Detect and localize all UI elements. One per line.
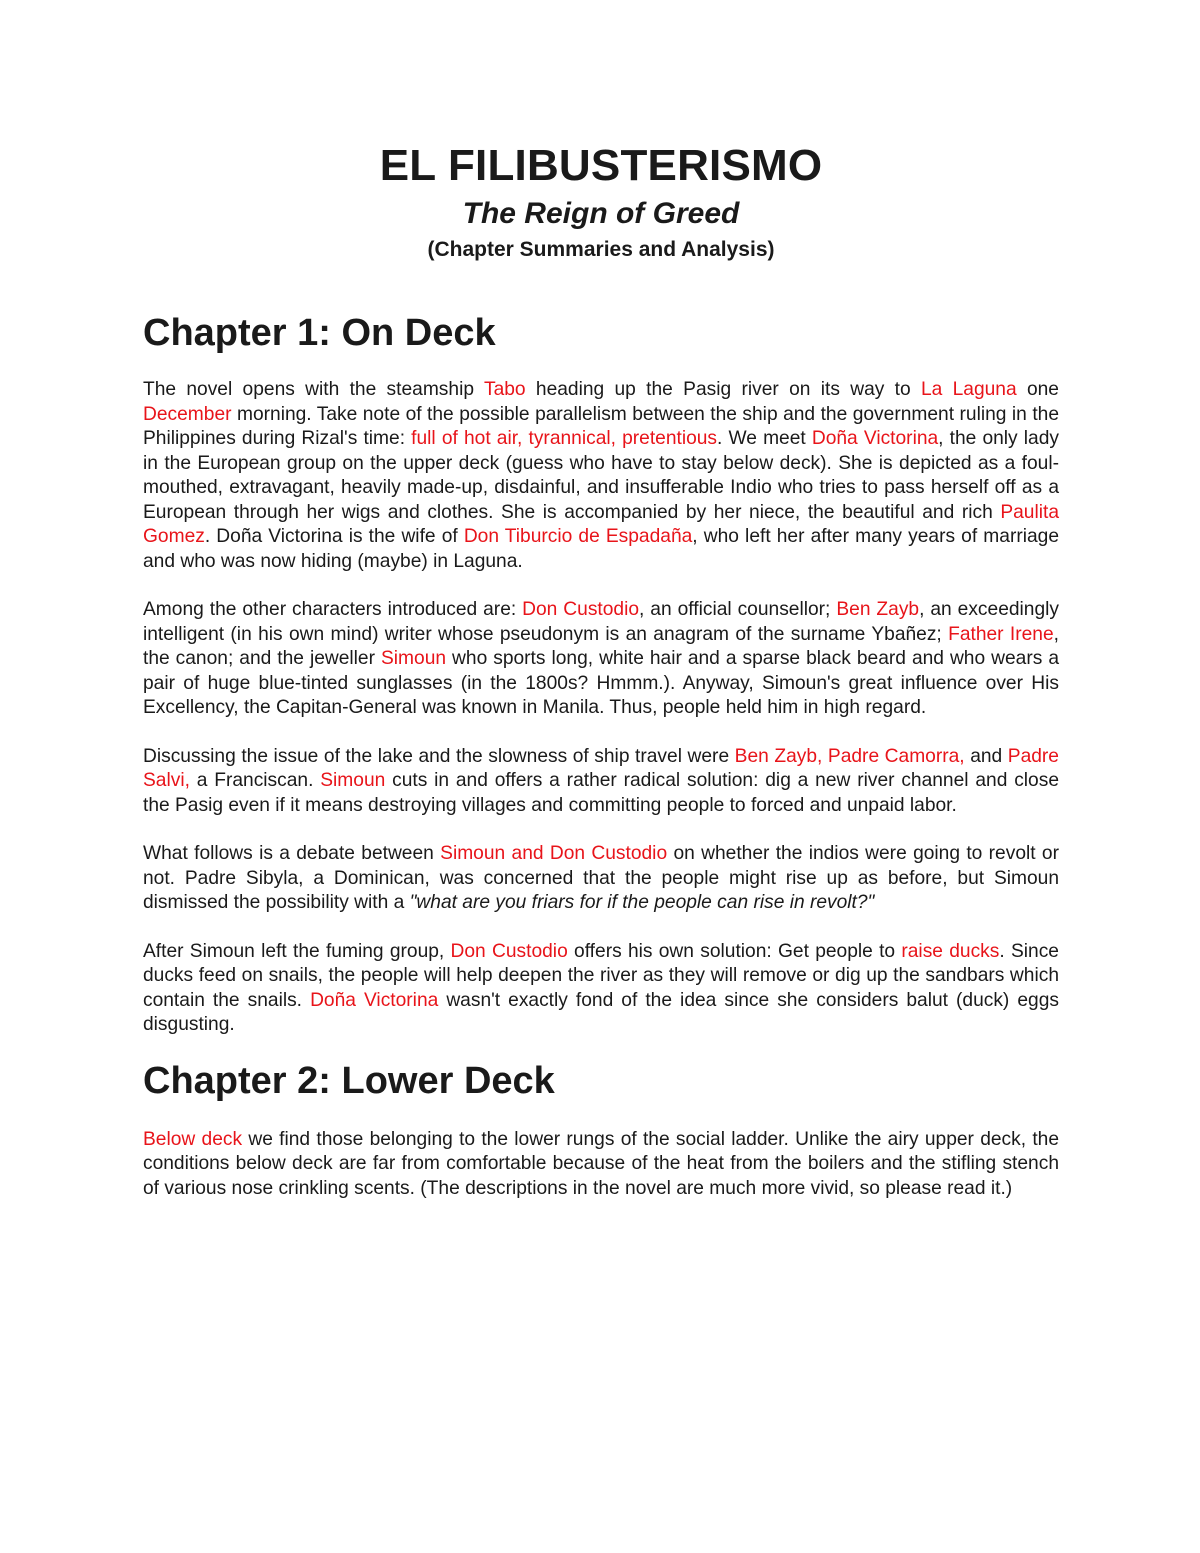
text-run: Among the other characters introduced are: — [143, 599, 523, 620]
highlighted-term: Doña Victorina — [811, 428, 939, 449]
text-run: . Doña Victorina is the wife of — [204, 526, 464, 547]
highlighted-term: Below deck — [143, 1128, 243, 1150]
highlighted-term: raise ducks — [901, 940, 1000, 962]
chapter-2-heading: Chapter 2: Lower Deck — [143, 1059, 555, 1102]
text-run: on whether the indios were going to revolt or not. Padre Sibyla, a Dominican, was concerned that the people might rise up as before, but Simoun dismissed the possibility with a — [143, 843, 1059, 913]
highlighted-term: Don Tiburcio de Espadaña — [463, 526, 693, 547]
document-page — [143, 140, 1059, 1201]
highlighted-term: December — [143, 403, 232, 425]
chapter-1-paragraph — [143, 745, 1059, 819]
highlighted-term: La Laguna — [920, 379, 1017, 400]
text-run: Discussing the issue of the lake and the slowness of ship travel were — [143, 745, 735, 767]
text-run: , an official counsellor; — [639, 599, 837, 620]
chapter-1-paragraph — [143, 378, 1059, 574]
chapter-1-heading: Chapter 1: On Deck — [143, 312, 496, 354]
text-run: we find those belonging to the lower rungs of the social ladder. Unlike the airy upper deck, the conditions below deck are far from comfortable because of the heat from the boilers and the stifling stench of various nose crinkling scents. (The descriptions in the novel are much more vivid, so please read it.) — [143, 1128, 1060, 1199]
text-run: , the canon; and the jeweller — [143, 623, 1059, 669]
text-run: After Simoun left the fuming group, — [143, 940, 451, 962]
text-run: , who left her after many years of marriage and who was now hiding (maybe) in Laguna. — [143, 526, 1059, 572]
chapter-1-body — [143, 378, 1059, 1038]
text-run: wasn't exactly fond of the idea since she considers balut (duck) eggs disgusting. — [143, 989, 1059, 1035]
highlighted-term: Ben Zayb, Padre Camorra, — [734, 745, 965, 767]
highlighted-term: Father Irene — [948, 623, 1054, 645]
text-run: one — [1016, 379, 1059, 400]
highlighted-term: Paulita Gomez — [143, 501, 1059, 547]
text-run: offers his own solution: Get people to — [567, 940, 902, 962]
chapter-1-paragraph — [143, 940, 1059, 1038]
chapter-1-paragraph — [143, 598, 1059, 721]
highlighted-term: Don Custodio — [522, 599, 640, 620]
chapter-2-body — [143, 1128, 1059, 1202]
document-subtitle: The Reign of Greed — [462, 197, 740, 230]
text-run: What follows is a debate between — [143, 843, 441, 864]
document-title: EL FILIBUSTERISMO — [379, 141, 823, 190]
text-run: , an exceedingly intelligent (in his own mind) writer whose pseudonym is an anagram of the surname Ybañez; — [143, 599, 1059, 645]
highlighted-term: Simoun and Don Custodio — [440, 843, 668, 864]
chapter-1-paragraph — [143, 842, 1059, 916]
text-run: . We meet — [717, 428, 812, 449]
text-run: heading up the Pasig river on its way to — [525, 379, 921, 400]
highlighted-term: Ben Zayb — [836, 599, 920, 620]
text-run: a Franciscan. — [189, 770, 321, 791]
highlighted-term: Padre Salvi, — [143, 745, 1059, 791]
text-run: and — [964, 745, 1008, 767]
text-run: morning. Take note of the possible parallelism between the ship and the government ruling in the Philippines during Rizal's time: — [143, 403, 1059, 449]
text-run: . Since ducks feed on snails, the people will help deepen the river as they will remove or dig up the sandbars which contain the snails. — [143, 940, 1059, 1011]
highlighted-term: Don Custodio — [450, 940, 568, 962]
quoted-text: "what are you friars for if the people can rise in revolt?" — [409, 892, 875, 913]
document-tagline: (Chapter Summaries and Analysis) — [427, 238, 775, 261]
highlighted-term: full of hot air, tyrannical, pretentious — [411, 428, 718, 449]
text-run: cuts in and offers a rather radical solution: dig a new river channel and close the Pasig even if it means destroying villages and committing people to forced and unpaid labor. — [143, 770, 1059, 816]
highlighted-term: Simoun — [380, 648, 447, 669]
highlighted-term: Doña Victorina — [310, 989, 439, 1011]
chapter-2-paragraph — [143, 1128, 1059, 1202]
highlighted-term: Simoun — [320, 770, 386, 791]
text-run: , the only lady in the European group on the upper deck (guess who have to stay below deck). She is depicted as a foul-mouthed, extravagant, heavily made-up, disdainful, and insufferable Indio who tries to pass herself off as a European through her wigs and clothes. She is accompanied by her niece, the beautiful and rich — [143, 428, 1059, 523]
highlighted-term: Tabo — [483, 379, 526, 400]
text-run: The novel opens with the steamship — [143, 379, 484, 400]
text-run: who sports long, white hair and a sparse black beard and who wears a pair of huge blue-tinted sunglasses (in the 1800s? Hmmm.). Anyway, Simoun's great influence over His Excellency, the Capitan-General was known in Manila. Thus, people held him in high regard. — [143, 648, 1059, 718]
